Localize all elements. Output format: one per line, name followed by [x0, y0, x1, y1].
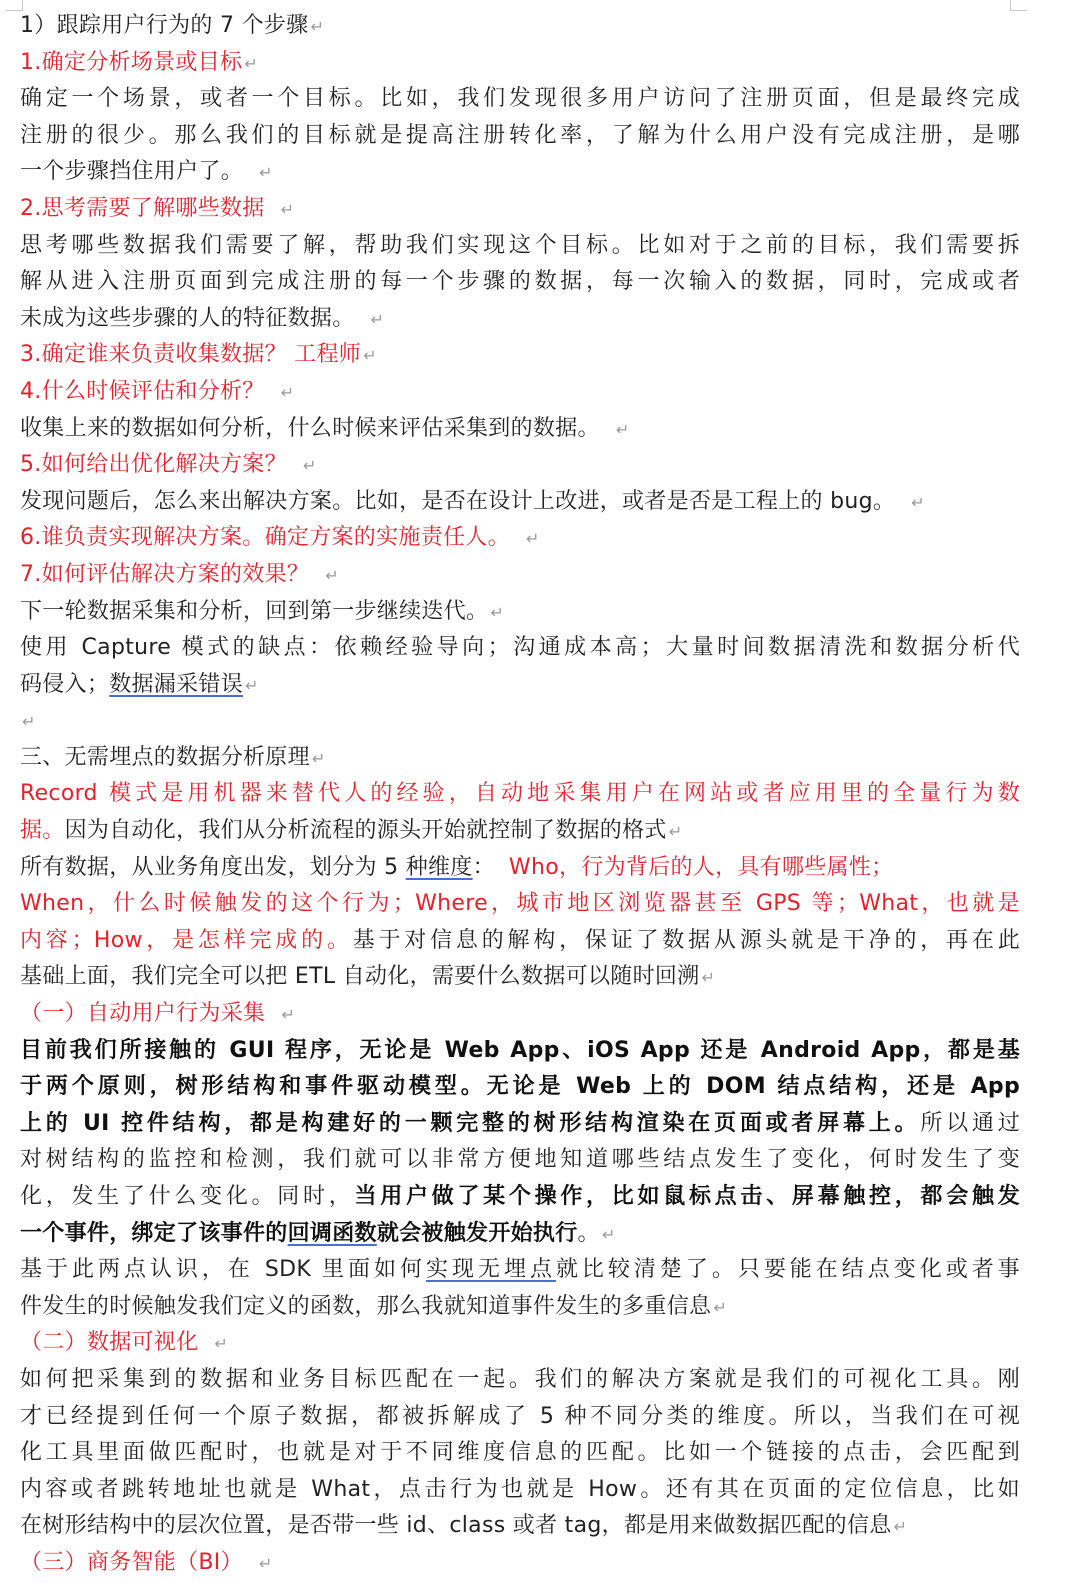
paragraph-mark-icon: ↵	[280, 382, 295, 402]
body-text-line: 发现问题后，怎么来出解决方案。比如，是否在设计上改进，或者是否是工程上的 bug。 ↵	[20, 488, 925, 514]
paragraph-mark-icon: ↵	[490, 602, 505, 622]
paragraph-mark-icon: ↵	[668, 822, 683, 842]
step-heading-3: 3.确定谁来负责收集数据？ 工程师 ↵	[20, 342, 377, 368]
body-text-line: 才已经提到任何一个原子数据，都被拆解成了 5 种不同分类的维度。所以，当我们在可视	[20, 1403, 1020, 1429]
body-text-line: 解从进入注册页面到完成注册的每一个步骤的数据，每一次输入的数据，同时，完成或者	[20, 269, 1020, 295]
paragraph-mark-icon: ↵	[280, 199, 295, 219]
body-text-line: 收集上来的数据如何分析，什么时候来评估采集到的数据。 ↵	[20, 415, 630, 441]
section-heading-steps: 1）跟踪用户行为的 7 个步骤 ↵	[20, 13, 325, 38]
body-text-line: 内容；How，是怎样完成的。基于对信息的解构，保证了数据从源头就是干净的，再在此	[20, 927, 1020, 953]
step-heading-4: 4.什么时候评估和分析？ ↵	[20, 378, 295, 404]
body-text-line: 使用 Capture 模式的缺点：依赖经验导向；沟通成本高；大量时间数据清洗和数据分析代	[20, 635, 1020, 661]
paragraph-mark-icon: ↵	[244, 53, 259, 73]
step-heading-6: 6.谁负责实现解决方案。确定方案的实施责任人。 ↵	[20, 525, 540, 551]
body-text-line: 下一轮数据采集和分析，回到第一步继续迭代。 ↵	[20, 598, 505, 624]
body-text-line: 目前我们所接触的 GUI 程序，无论是 Web App、iOS App 还是 Android App，都是基	[20, 1037, 1020, 1063]
subsection-heading-3: （三）商务智能（BI） ↵	[20, 1549, 273, 1575]
body-text-line: 如何把采集到的数据和业务目标匹配在一起。我们的解决方案就是我们的可视化工具。刚	[20, 1366, 1020, 1392]
paragraph-mark-icon: ↵	[615, 419, 630, 439]
paragraph-mark-icon: ↵	[713, 1297, 728, 1317]
paragraph-mark-icon: ↵	[370, 309, 385, 329]
body-text-line: 所有数据，从业务角度出发，划分为 5 种维度： Who，行为背后的人，具有哪些属性；	[20, 854, 894, 880]
paragraph-mark-icon: ↵	[22, 712, 36, 732]
underlined-phrase: 数据漏采错误	[109, 671, 244, 697]
step-heading-1: 1.确定分析场景或目标 ↵	[20, 49, 259, 75]
paragraph-mark-icon: ↵	[911, 492, 925, 512]
paragraph-mark-icon: ↵	[325, 565, 339, 585]
step-heading-7: 7.如何评估解决方案的效果？ ↵	[20, 561, 339, 587]
subsection-heading-2: （二）数据可视化 ↵	[20, 1330, 229, 1356]
body-text-line: 内容或者跳转地址也就是 What，点击行为也就是 How。还有其在页面的定位信息，比如	[20, 1476, 1020, 1502]
body-text-line: 对树结构的监控和检测，我们就可以非常方便地知道哪些结点发生了变化，何时发生了变	[20, 1147, 1020, 1173]
paragraph-mark-icon: ↵	[893, 1517, 908, 1537]
body-text-line: 化工具里面做匹配时，也就是对于不同维度信息的匹配。比如一个链接的点击，会匹配到	[20, 1440, 1020, 1466]
body-text-line: 件发生的时候触发我们定义的函数，那么我就知道事件发生的多重信息 ↵	[20, 1293, 728, 1319]
subsection-heading-1: （一）自动用户行为采集 ↵	[20, 1001, 296, 1027]
underlined-phrase: 实现无埋点	[426, 1257, 556, 1283]
paragraph-mark-icon: ↵	[281, 1005, 296, 1025]
body-text-line: 注册的很少。那么我们的目标就是提高注册转化率，了解为什么用户没有完成注册，是哪	[20, 122, 1020, 148]
paragraph-mark-icon: ↵	[363, 346, 377, 366]
body-text-line: 确定一个场景，或者一个目标。比如，我们发现很多用户访问了注册页面，但是最终完成	[20, 86, 1020, 112]
step-heading-5: 5.如何给出优化解决方案？ ↵	[20, 452, 317, 478]
body-text-line: When，什么时候触发的这个行为；Where，城市地区浏览器甚至 GPS 等；What，也就是	[20, 891, 1020, 917]
body-text-line: 未成为这些步骤的人的特征数据。 ↵	[20, 305, 385, 331]
body-text-line: 化，发生了什么变化。同时，当用户做了某个操作，比如鼠标点击、屏幕触控，都会触发	[20, 1184, 1020, 1209]
paragraph-mark-icon: ↵	[601, 1224, 616, 1244]
underlined-phrase: 回调函数	[287, 1220, 377, 1246]
paragraph-mark-icon: ↵	[310, 17, 325, 36]
step-heading-2: 2.思考需要了解哪些数据 ↵	[20, 195, 295, 221]
paragraph-mark-icon: ↵	[525, 529, 540, 549]
body-text-line: 思考哪些数据我们需要了解，帮助我们实现这个目标。比如对于之前的目标，我们需要拆	[20, 232, 1020, 258]
paragraph-mark-icon: ↵	[701, 968, 716, 988]
paragraph-mark-icon: ↵	[311, 748, 326, 768]
paragraph-mark-icon: ↵	[258, 1553, 273, 1573]
section-heading-3: 三、无需埋点的数据分析原理 ↵	[20, 744, 326, 770]
body-text-line: 基础上面，我们完全可以把 ETL 自动化，需要什么数据可以随时回溯 ↵	[20, 964, 716, 990]
paragraph-mark-icon: ↵	[259, 163, 273, 183]
body-text-line: 上的 UI 控件结构，都是构建好的一颗完整的树形结构渲染在页面或者屏幕上。所以通过	[20, 1110, 1020, 1136]
body-text-line: 一个事件，绑定了该事件的回调函数就会被触发开始执行。 ↵	[20, 1220, 616, 1246]
body-text-line: Record 模式是用机器来替代人的经验，自动地采集用户在网站或者应用里的全量行为数	[20, 781, 1020, 807]
underlined-phrase: 种维度	[405, 854, 473, 880]
body-text-line: 基于此两点认识，在 SDK 里面如何实现无埋点就比较清楚了。只要能在结点变化或者事	[20, 1257, 1020, 1283]
body-text-line: 据。因为自动化，我们从分析流程的源头开始就控制了数据的格式 ↵	[20, 818, 683, 844]
document-page	[20, 8, 1020, 1582]
paragraph-mark-icon: ↵	[302, 456, 317, 476]
body-text-line: 于两个原则，树形结构和事件驱动模型。无论是 Web 上的 DOM 结点结构，还是 App	[20, 1074, 1020, 1100]
paragraph-mark-icon: ↵	[214, 1334, 229, 1354]
body-text-line: 在树形结构中的层次位置，是否带一些 id、class 或者 tag，都是用来做数据匹配的信息 ↵	[20, 1513, 908, 1539]
empty-paragraph	[20, 703, 1020, 740]
body-text-line: 一个步骤挡住用户了。 ↵	[20, 159, 273, 185]
paragraph-mark-icon: ↵	[245, 675, 259, 695]
body-text-line: 码侵入；数据漏采错误 ↵	[20, 671, 259, 697]
